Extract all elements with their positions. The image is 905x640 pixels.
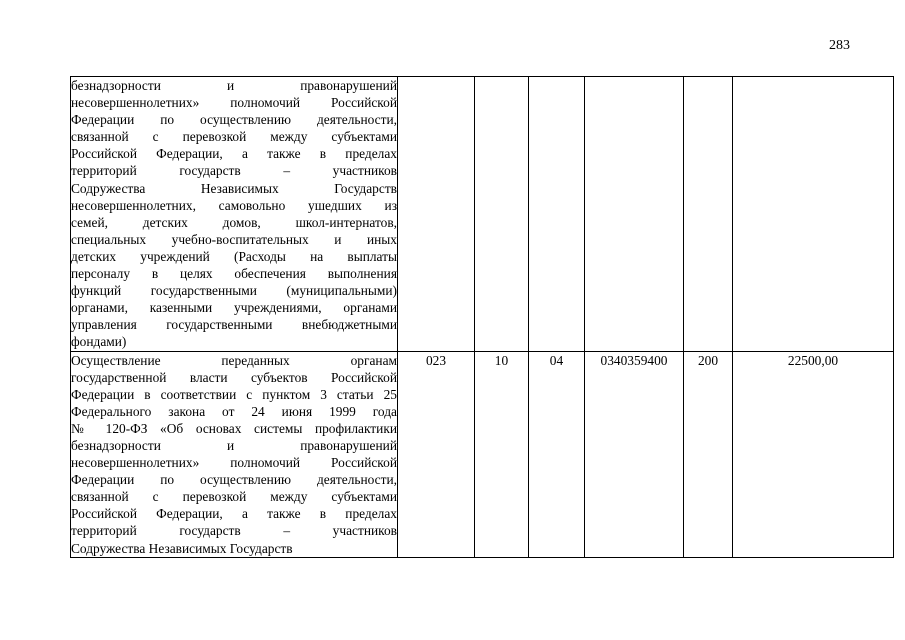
ministry-code-cell [398,77,475,352]
table-row [71,77,894,352]
description-line: связанной с перевозкой между субъектами [71,129,397,145]
description-line: связанной с перевозкой между субъектами [71,489,397,505]
description-line: Российской Федерации, а также в пределах [71,146,397,162]
description-line: семей, детских домов, школ-интернатов, [71,214,397,230]
expense-type-cell [684,77,733,352]
expense-type-cell: 200 [684,351,733,557]
section-cell: 10 [475,351,529,557]
budget-table [70,76,894,558]
amount-cell [733,77,894,352]
section-cell [475,77,529,352]
description-cell [71,351,398,557]
target-article-cell: 0340359400 [585,351,684,557]
description-line: управления государственными внебюджетными [71,317,397,333]
description-line: специальных учебно-воспитательных и иных [71,231,397,247]
ministry-code-cell: 023 [398,351,475,557]
description-line: территорий государств – участников [71,523,397,539]
description-line: органами, казенными учреждениями, органами [71,300,397,316]
description-line: территорий государств – участников [71,163,397,179]
description-line: Федерального закона от 24 июня 1999 года [71,403,397,419]
description-line: фондами) [71,334,127,350]
description-line: Федерации в соответствии с пунктом 3 статьи 25 [71,386,397,402]
description-line: Российской Федерации, а также в пределах [71,506,397,522]
subsection-cell [529,77,585,352]
description-line: Содружества Независимых Государств [71,180,397,196]
table-row [71,351,894,557]
description-line: Осуществление переданных органам [71,352,397,368]
description-line: несовершеннолетних» полномочий Российской [71,455,397,471]
description-line: несовершеннолетних» полномочий Российской [71,95,397,111]
page-number: 283 [829,38,850,53]
description-line: Федерации по осуществлению деятельности, [71,472,397,488]
description-line: № 120-ФЗ «Об основах системы профилактики [71,420,397,436]
description-line: детских учреждений (Расходы на выплаты [71,248,397,264]
description-line: государственной власти субъектов Российской [71,369,397,385]
description-line: функций государственными (муниципальными) [71,283,397,299]
subsection-cell: 04 [529,351,585,557]
description-line: Содружества Независимых Государств [71,540,293,556]
description-line: несовершеннолетних, самовольно ушедших из [71,197,397,213]
amount-cell: 22500,00 [733,351,894,557]
description-line: персоналу в целях обеспечения выполнения [71,266,397,282]
description-line: безнадзорности и правонарушений [71,437,397,453]
description-line: Федерации по осуществлению деятельности, [71,112,397,128]
description-line: безнадзорности и правонарушений [71,78,397,93]
description-cell [71,77,398,352]
target-article-cell [585,77,684,352]
